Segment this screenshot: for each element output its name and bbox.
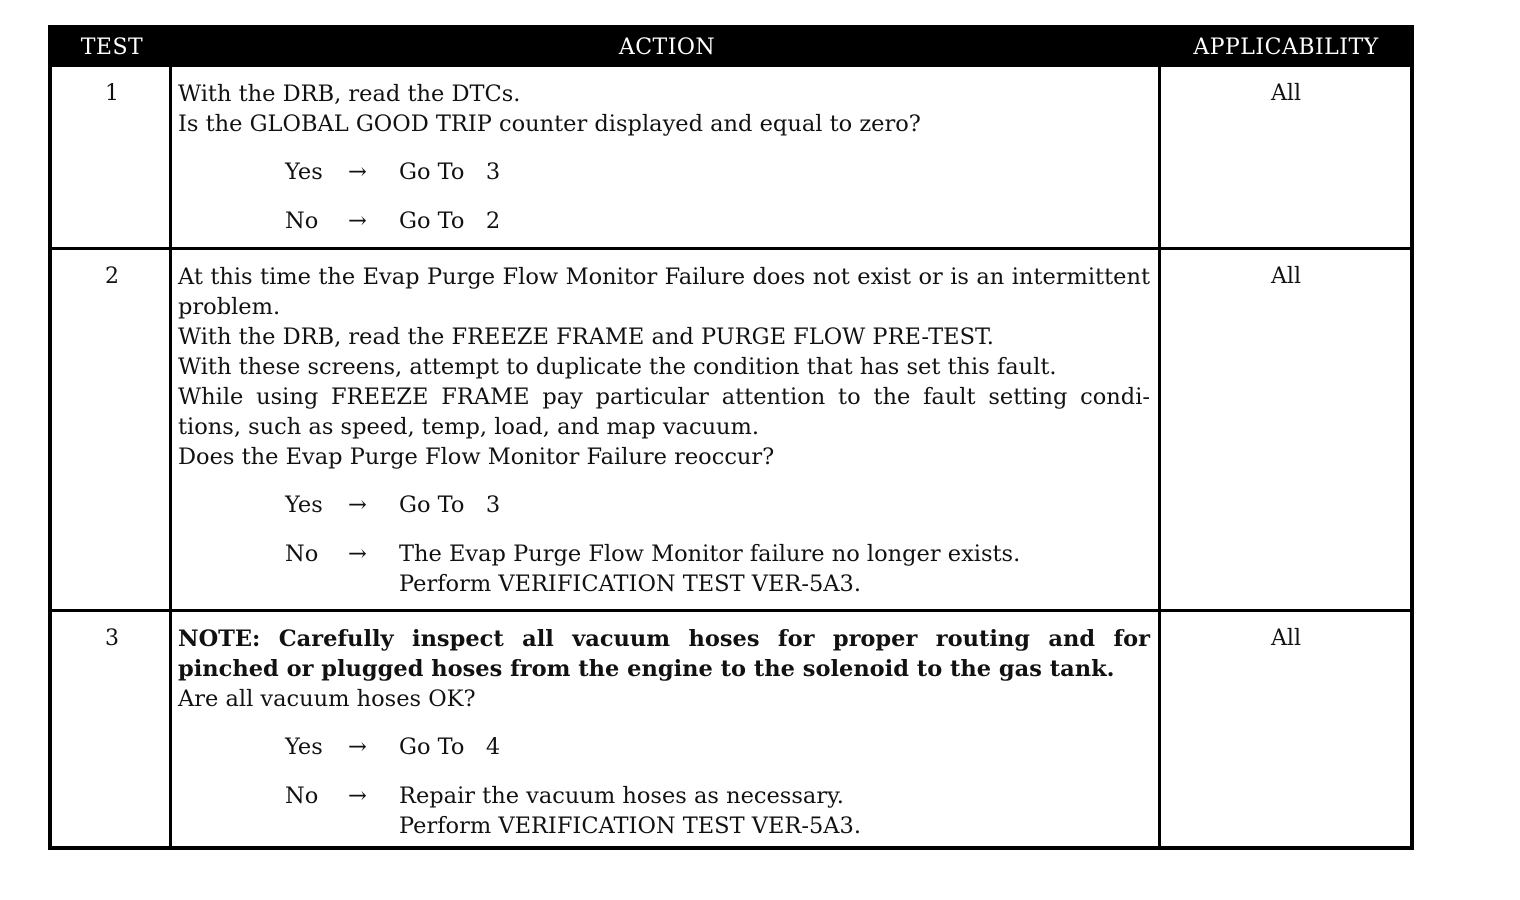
yes-label: Yes — [285, 159, 323, 185]
test-number: 3 — [105, 626, 119, 651]
applicability-value: All — [1271, 81, 1301, 106]
no-result — [399, 539, 1020, 599]
yes-result: Go To 4 — [399, 734, 501, 760]
test-number: 2 — [105, 264, 119, 289]
no-choice — [178, 539, 1156, 599]
diagnostic-test-table — [48, 25, 1414, 850]
no-result-line: The Evap Purge Flow Monitor failure no longer exists. — [399, 541, 1021, 567]
action-line: tions, such as speed, temp, load, and map vacuum. — [178, 414, 760, 440]
action-cell — [178, 612, 1156, 841]
yes-choice — [178, 157, 1156, 187]
action-line: At this time the Evap Purge Flow Monitor Failure does not exist or is an intermittent — [178, 264, 1150, 290]
header-applicability: APPLICABILITY — [1193, 35, 1379, 60]
action-line: Is the GLOBAL GOOD TRIP counter displayed and equal to zero? — [178, 111, 921, 137]
table-row — [52, 609, 1410, 850]
no-result-line: Perform VERIFICATION TEST VER-5A3. — [399, 813, 861, 839]
action-cell — [178, 67, 1156, 236]
no-label: No — [285, 208, 319, 234]
yes-result: Go To 3 — [399, 492, 501, 518]
arrow-icon: → — [348, 541, 367, 567]
note-line: pinched or plugged hoses from the engine to the solenoid to the gas tank. — [178, 656, 1115, 682]
no-choice — [178, 206, 1156, 236]
applicability-value: All — [1271, 264, 1301, 289]
yes-result: Go To 3 — [399, 159, 501, 185]
no-choice — [178, 781, 1156, 841]
arrow-icon: → — [348, 208, 367, 234]
header-action: ACTION — [618, 35, 716, 60]
table-row — [52, 67, 1410, 247]
action-line: With the DRB, read the DTCs. — [178, 81, 521, 107]
yes-choice — [178, 490, 1156, 520]
action-line: Does the Evap Purge Flow Monitor Failure reoccur? — [178, 444, 775, 470]
no-result: Go To 2 — [399, 208, 501, 234]
no-result — [399, 781, 861, 841]
no-label: No — [285, 783, 319, 809]
applicability-value: All — [1271, 626, 1301, 651]
no-label: No — [285, 541, 319, 567]
arrow-icon: → — [348, 734, 367, 760]
test-number: 1 — [105, 81, 119, 106]
arrow-icon: → — [348, 159, 367, 185]
table-header — [52, 29, 1410, 67]
yes-choice — [178, 732, 1156, 762]
table-row — [52, 247, 1410, 609]
note-line: NOTE: Carefully inspect all vacuum hoses for proper routing and for — [178, 626, 1150, 652]
header-test: TEST — [80, 35, 144, 60]
no-result-line: Perform VERIFICATION TEST VER-5A3. — [399, 571, 861, 597]
action-line: While using FREEZE FRAME pay particular attention to the fault setting condi- — [178, 384, 1150, 410]
yes-label: Yes — [285, 492, 323, 518]
action-line: With these screens, attempt to duplicate the condition that has set this fault. — [178, 354, 1057, 380]
arrow-icon: → — [348, 783, 367, 809]
action-cell — [178, 250, 1156, 599]
yes-label: Yes — [285, 734, 323, 760]
action-line: With the DRB, read the FREEZE FRAME and PURGE FLOW PRE-TEST. — [178, 324, 994, 350]
action-line: Are all vacuum hoses OK? — [178, 686, 476, 712]
no-result-line: Repair the vacuum hoses as necessary. — [399, 783, 844, 809]
arrow-icon: → — [348, 492, 367, 518]
action-line: problem. — [178, 294, 281, 320]
